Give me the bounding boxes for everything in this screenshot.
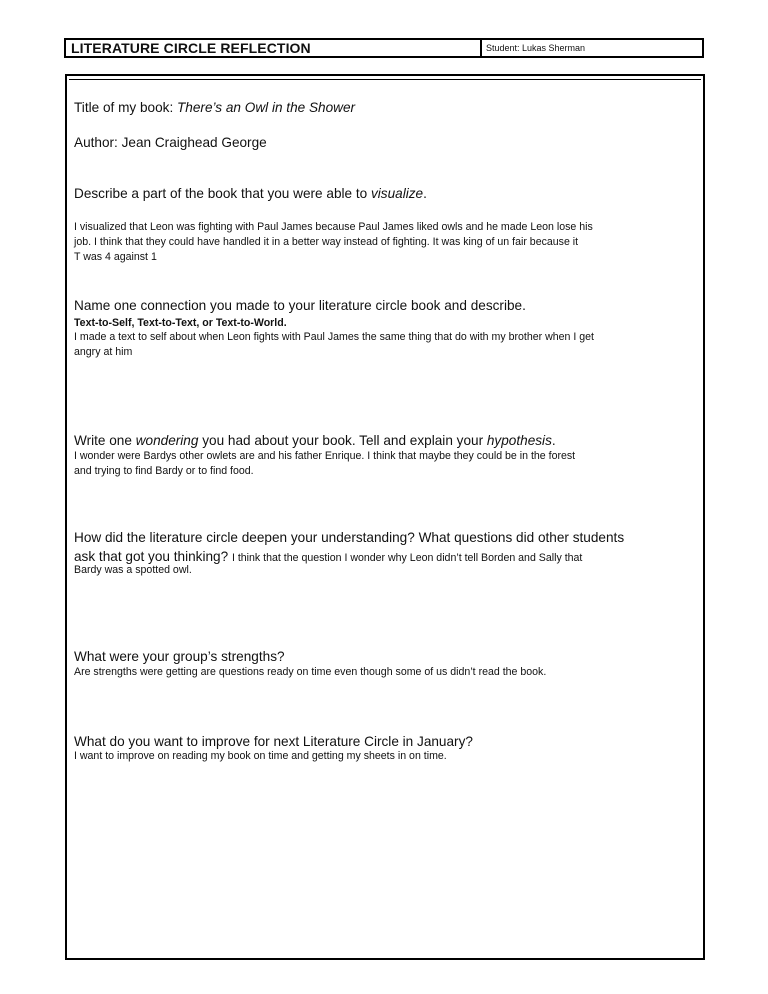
wondering-answer bbox=[74, 449, 694, 479]
improve-answer: I want to improve on reading my book on time and getting my sheets in on time. bbox=[74, 750, 447, 762]
header-bar bbox=[64, 38, 704, 58]
strengths-question: What were your group’s strengths? bbox=[74, 649, 285, 664]
book-title-line bbox=[74, 99, 355, 116]
connection-types: Text-to-Self, Text-to-Text, or Text-to-World. bbox=[74, 317, 287, 329]
connection-answer bbox=[74, 330, 694, 360]
author-value: Jean Craighead George bbox=[121, 135, 267, 150]
deepen-answer: I think that the question I wonder why Leon didn’t tell Borden and Sally that bbox=[231, 552, 583, 564]
connection-question: Name one connection you made to your literature circle book and describe. bbox=[74, 298, 526, 313]
visualize-answer bbox=[74, 220, 694, 265]
improve-question: What do you want to improve for next Literature Circle in January? bbox=[74, 734, 473, 749]
visualize-question-text: Describe a part of the book that you were able to bbox=[74, 186, 371, 201]
visualize-answer-line: job. I think that they could have handled it in a better way instead of fighting. It was king of un fair because it bbox=[74, 236, 579, 248]
deepen-block bbox=[74, 528, 694, 578]
student-name: Student: Lukas Sherman bbox=[486, 43, 586, 53]
book-title-value: There’s an Owl in the Shower bbox=[177, 100, 356, 115]
visualize-question-em: visualize bbox=[370, 186, 424, 201]
visualize-answer-line: T was 4 against 1 bbox=[74, 251, 157, 263]
wondering-question-em: hypothesis bbox=[486, 433, 552, 448]
visualize-question bbox=[74, 185, 427, 202]
visualize-question-end: . bbox=[423, 186, 427, 201]
deepen-question: ask that got you thinking? bbox=[74, 549, 232, 564]
strengths-answer: Are strengths were getting are questions ready on time even though some of us didn’t read the book. bbox=[74, 666, 547, 678]
connection-answer-line: I made a text to self about when Leon fights with Paul James the same thing that do with my brother when I get bbox=[74, 331, 594, 343]
wondering-question-text: Write one bbox=[74, 433, 136, 448]
connection-answer-line: angry at him bbox=[74, 346, 133, 358]
wondering-question-end: . bbox=[551, 433, 556, 448]
author-label: Author: bbox=[74, 135, 122, 150]
wondering-answer-line: and trying to find Bardy or to find food. bbox=[74, 465, 254, 477]
deepen-question: How did the literature circle deepen your understanding? What questions did other students bbox=[74, 530, 625, 545]
wondering-question-text: you had about your book. Tell and explain your bbox=[198, 433, 487, 448]
wondering-answer-line: I wonder were Bardys other owlets are and his father Enrique. I think that maybe they could be in the forest bbox=[74, 450, 576, 462]
wondering-question-em: wondering bbox=[135, 433, 199, 448]
book-title-label: Title of my book: bbox=[74, 100, 177, 115]
author-line bbox=[74, 134, 267, 151]
visualize-answer-line: I visualized that Leon was fighting with Paul James because Paul James liked owls and he made Leon lose his bbox=[74, 221, 593, 233]
worksheet-title: LITERATURE CIRCLE REFLECTION bbox=[66, 40, 482, 56]
content-frame bbox=[65, 74, 705, 960]
deepen-answer: Bardy was a spotted owl. bbox=[74, 564, 192, 576]
wondering-question bbox=[74, 432, 556, 449]
